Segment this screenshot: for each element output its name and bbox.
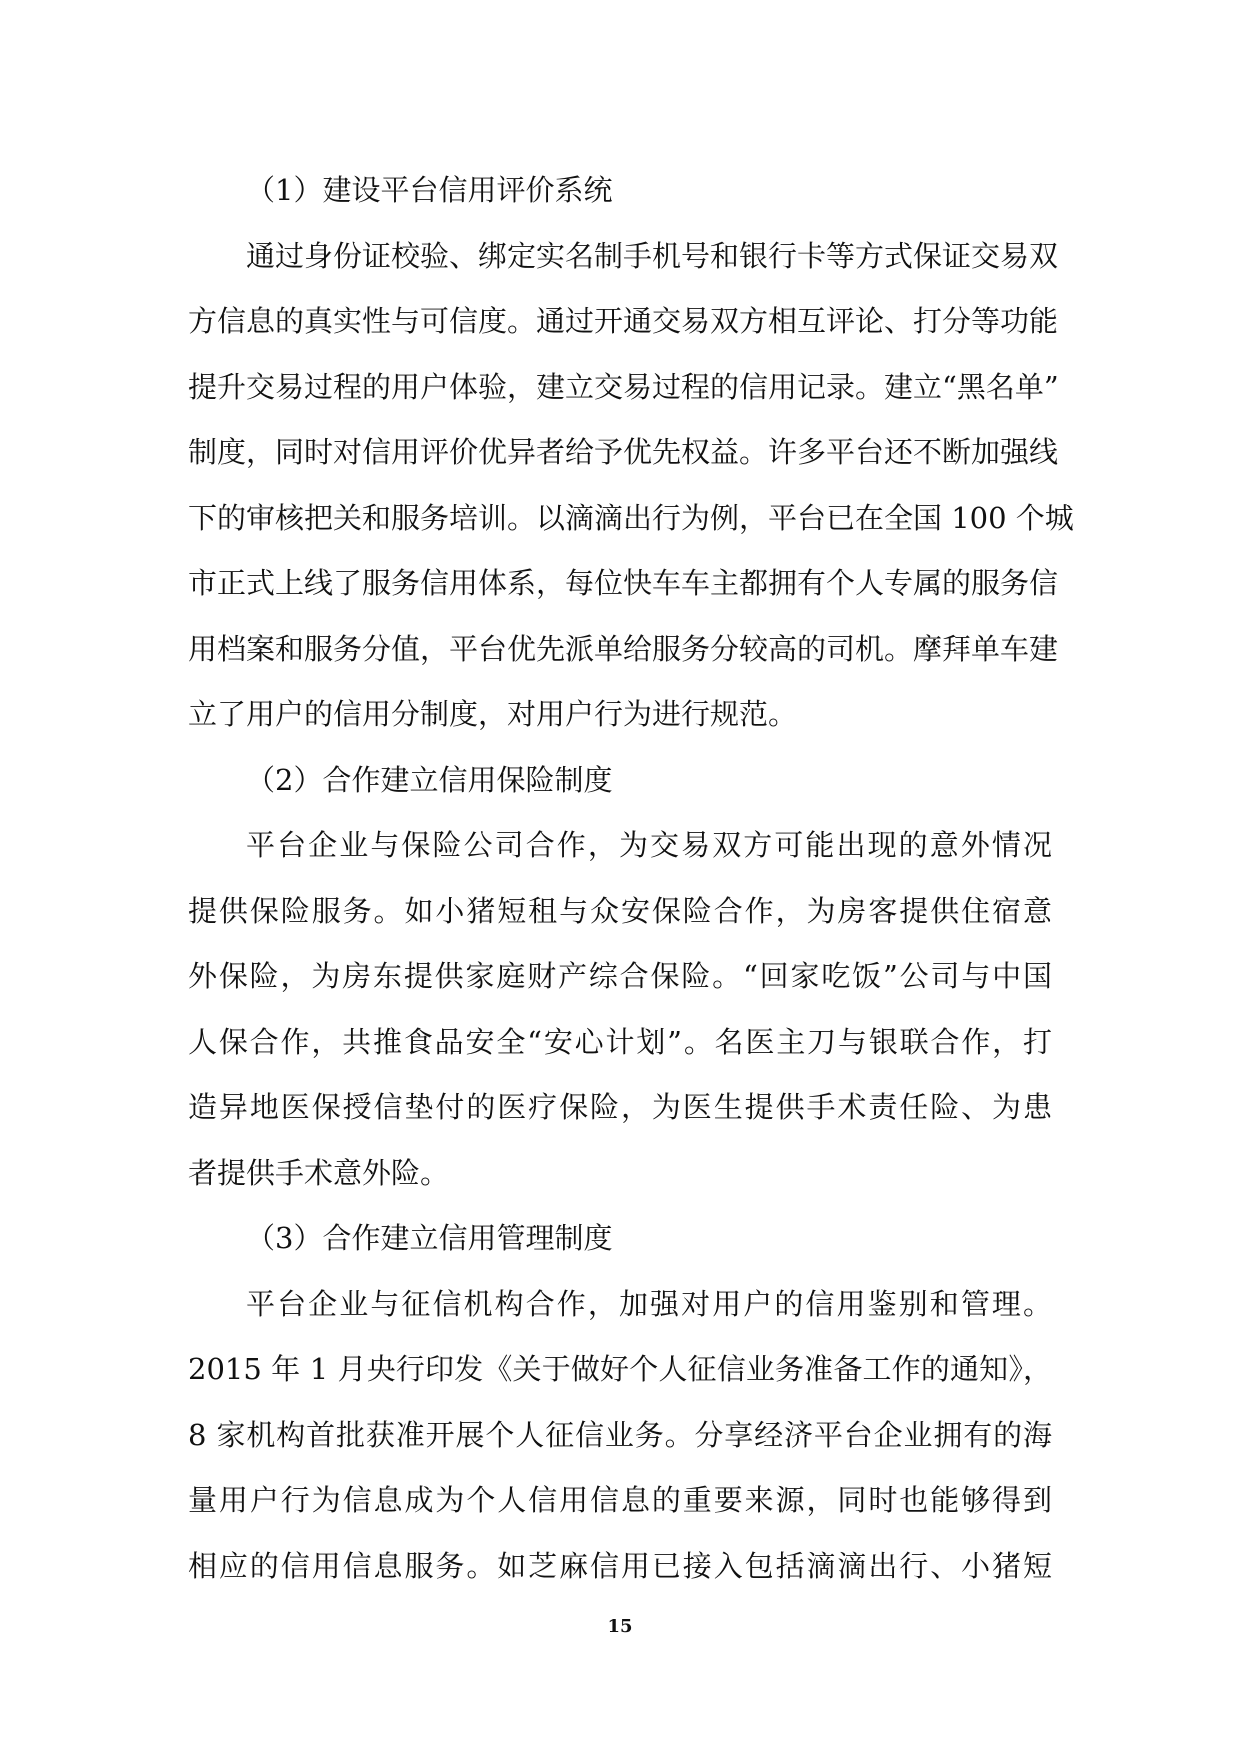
paragraph-line: 量用户行为信息成为个人信用信息的重要来源，同时也能够得到: [188, 1483, 1052, 1517]
paragraph-line: 相应的信用信息服务。如芝麻信用已接入包括滴滴出行、小猪短: [188, 1548, 1052, 1583]
paragraph-line: 方信息的真实性与可信度。通过开通交易双方相互评论、打分等功能: [188, 304, 1059, 338]
paragraph-line: 人保合作，共推食品安全“安心计划”。名医主刀与银联合作，打: [188, 1024, 1052, 1059]
paragraph-line: 平台企业与保险公司合作，为交易双方可能出现的意外情况: [246, 828, 1052, 862]
section-heading: （3）合作建立信用管理制度: [246, 1221, 613, 1255]
paragraph-line: 者提供手术意外险。: [188, 1155, 450, 1190]
paragraph-line: 2015 年 1 月央行印发《关于做好个人征信业务准备工作的通知》，: [188, 1352, 1052, 1386]
paragraph-line: 8 家机构首批获准开展个人征信业务。分享经济平台企业拥有的海: [188, 1417, 1052, 1452]
section-heading: （2）合作建立信用保险制度: [246, 762, 613, 797]
paragraph-line: 提升交易过程的用户体验，建立交易过程的信用记录。建立“黑名单”: [188, 369, 1059, 404]
document-body: [188, 158, 1074, 1599]
paragraph-line: 立了用户的信用分制度，对用户行为进行规范。: [188, 697, 798, 731]
paragraph-line: 下的审核把关和服务培训。以滴滴出行为例，平台已在全国 100 个城: [188, 500, 1074, 535]
paragraph-line: 用档案和服务分值，平台优先派单给服务分较高的司机。摩拜单车建: [188, 631, 1059, 666]
paragraph-line: 平台企业与征信机构合作，加强对用户的信用鉴别和管理。: [246, 1286, 1052, 1321]
paragraph-line: 提供保险服务。如小猪短租与众安保险合作，为房客提供住宿意: [188, 893, 1052, 928]
paragraph-line: 造异地医保授信垫付的医疗保险，为医生提供手术责任险、为患: [188, 1090, 1052, 1124]
page-number: 15: [607, 1616, 633, 1637]
paragraph-line: 通过身份证校验、绑定实名制手机号和银行卡等方式保证交易双: [246, 238, 1059, 273]
section-heading: （1）建设平台信用评价系统: [246, 173, 613, 207]
paragraph-line: 外保险，为房东提供家庭财产综合保险。“回家吃饭”公司与中国: [188, 959, 1052, 993]
paragraph-line: 市正式上线了服务信用体系，每位快车车主都拥有个人专属的服务信: [188, 566, 1059, 600]
paragraph-line: 制度，同时对信用评价优异者给予优先权益。许多平台还不断加强线: [188, 435, 1059, 469]
